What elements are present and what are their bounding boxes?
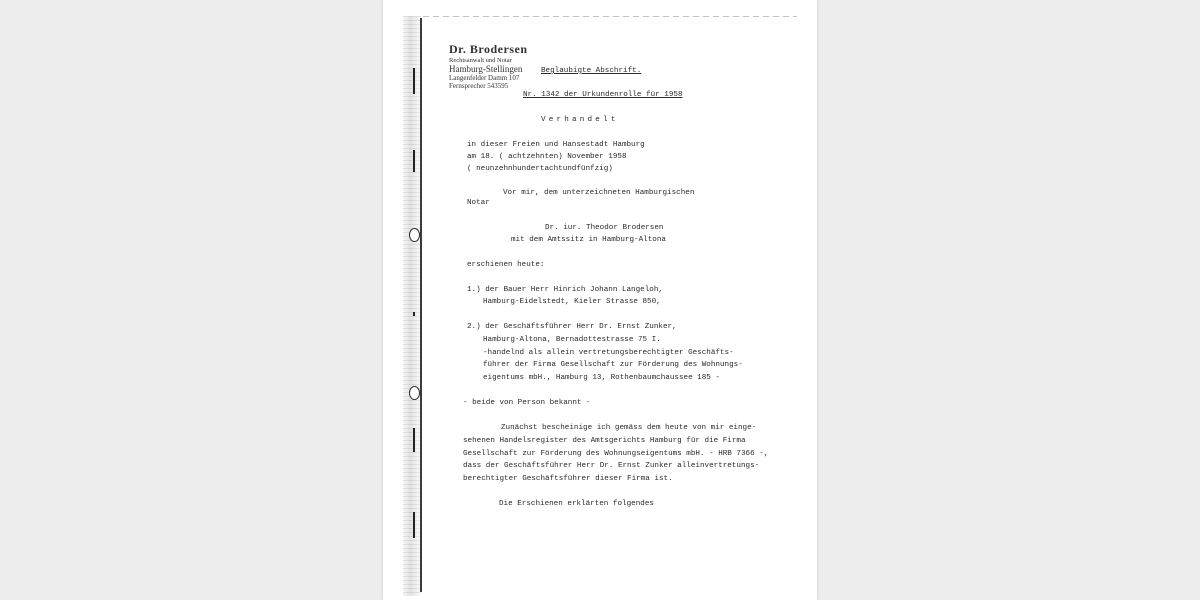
register-number: Nr. 1342 der Urkundenrolle für 1958 — [523, 91, 683, 99]
letterhead-city: Hamburg-Stellingen — [449, 64, 523, 74]
known-line: - beide von Person bekannt - — [463, 399, 591, 407]
certification-line: dass der Geschäftsführer Herr Dr. Ernst Zunker alleinvertretungs- — [463, 462, 760, 470]
party-2-line: eigentums mbH., Hamburg 13, Rothenbaumchaussee 185 - — [483, 374, 720, 382]
certification-line: Zunächst bescheinige ich gemäss dem heute von mir einge- — [501, 424, 757, 432]
party-2-line: führer der Firma Gesellschaft zur Förderung des Wohnungs- — [483, 361, 743, 369]
certification-line: berechtigter Geschäftsführer dieser Firma ist. — [463, 475, 673, 483]
letterhead — [449, 42, 528, 90]
punch-mark — [413, 68, 415, 94]
letterhead-street: Langenfelder Damm 107 — [449, 74, 520, 82]
place-line: ( neunzehnhundertachtundfünfzig) — [467, 165, 613, 173]
punch-mark — [413, 150, 415, 172]
punch-hole — [409, 228, 420, 242]
binding-strip — [403, 16, 421, 596]
punch-mark — [413, 512, 415, 538]
before-line: Vor mir, dem unterzeichneten Hamburgischen — [503, 189, 695, 197]
party-1-line: Hamburg-Eidelstedt, Kieler Strasse 850, — [483, 298, 661, 306]
punch-mark — [413, 312, 415, 316]
place-line: in dieser Freien und Hansestadt Hamburg — [467, 141, 645, 149]
party-2-line: 2.) der Geschäftsführer Herr Dr. Ernst Zunker, — [467, 323, 677, 331]
notary-line: mit dem Amtssitz in Hamburg-Altona — [511, 236, 666, 244]
document-page — [383, 0, 817, 600]
certification-line: sehenen Handelsregister des Amtsgerichts Hamburg für die Firma — [463, 437, 746, 445]
binding-edge-line — [420, 18, 422, 592]
document-title: Verhandelt — [541, 116, 619, 124]
party-2-line: -handelnd als allein vertretungsberechtigter Geschäfts- — [483, 349, 734, 357]
party-1-line: 1.) der Bauer Herr Hinrich Johann Langeloh, — [467, 286, 663, 294]
closing-line: Die Erschienen erklärten folgendes — [499, 500, 654, 508]
letterhead-phone: Fernsprecher 543595 — [449, 82, 509, 90]
punch-mark — [413, 428, 415, 452]
letterhead-title: Rechtsanwalt und Notar — [449, 57, 512, 64]
place-line: am 18. ( achtzehnten) November 1958 — [467, 153, 627, 161]
before-line: Notar — [467, 199, 490, 207]
scan-top-edge — [423, 16, 797, 17]
notary-line: Dr. iur. Theodor Brodersen — [545, 224, 664, 232]
punch-hole — [409, 386, 420, 400]
party-2-line: Hamburg-Altona, Bernadottestrasse 75 I. — [483, 336, 661, 344]
letterhead-name: Dr. Brodersen — [449, 42, 528, 56]
appeared-line: erschienen heute: — [467, 261, 545, 269]
certification-line: Gesellschaft zur Förderung des Wohnungseigentums mbH. - HRB 7366 -, — [463, 450, 769, 458]
document-heading: Beglaubigte Abschrift. — [541, 67, 642, 75]
